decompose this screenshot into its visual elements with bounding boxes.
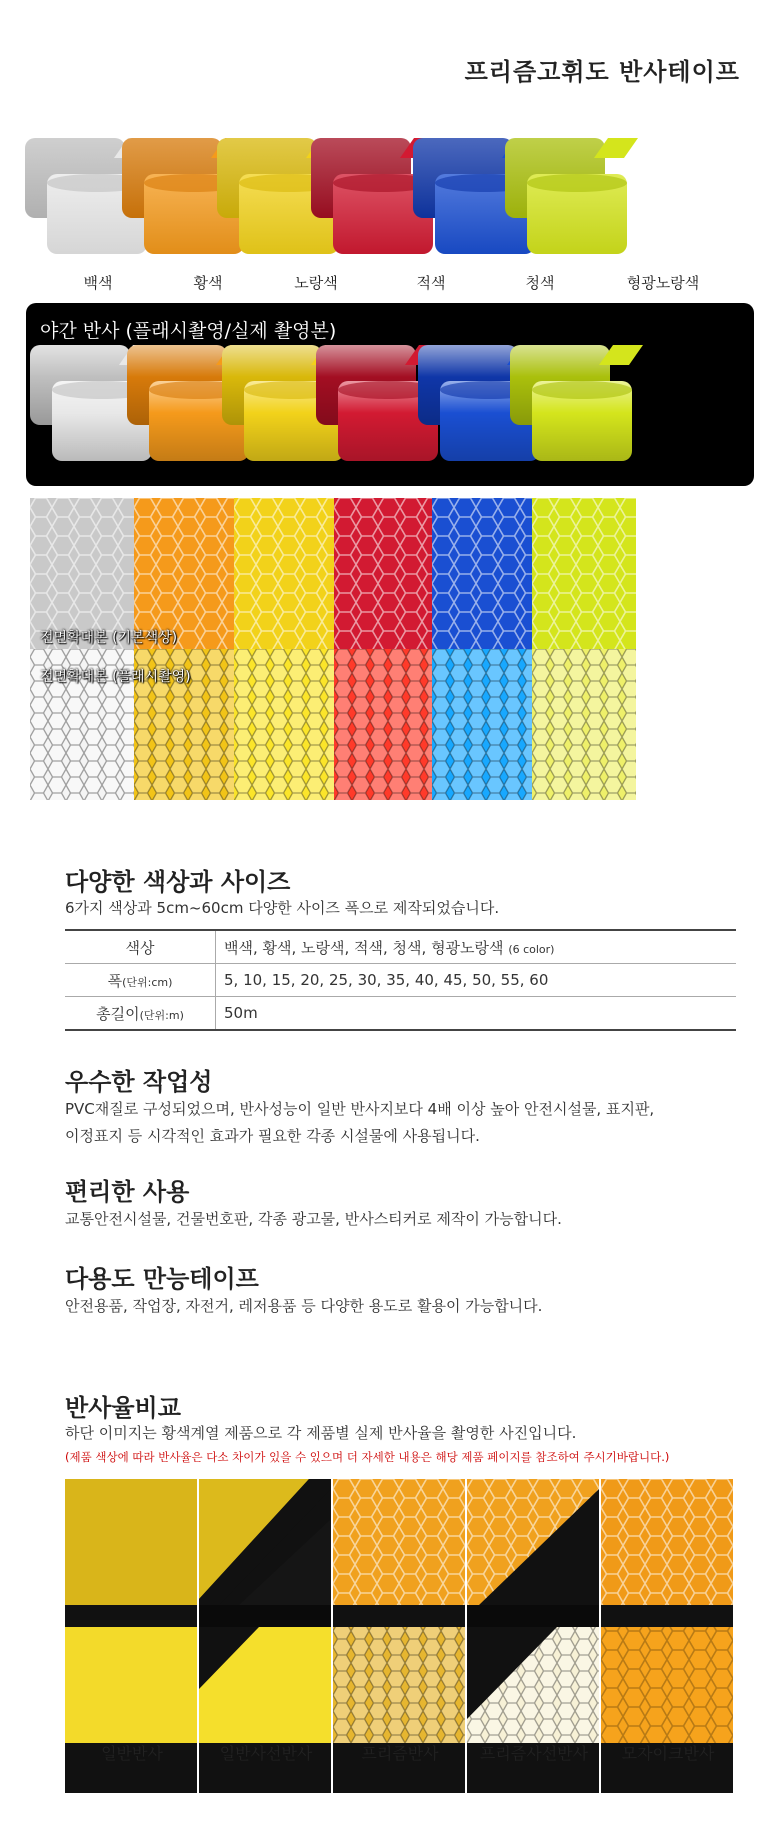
spec-key: 색상 bbox=[65, 930, 216, 964]
tape-rolls-night bbox=[30, 345, 750, 480]
closeup-label-flash: 전면확대본 (플래시촬영) bbox=[40, 669, 191, 685]
closeup-flash-yellow bbox=[234, 649, 334, 800]
comparison-note: (제품 색상에 따라 반사율은 다소 차이가 있을 수 있으며 더 자세한 내용은 해당 제품 페이지를 참조하여 주시기바랍니다.) bbox=[65, 1450, 670, 1464]
workability-heading: 우수한 작업성 bbox=[65, 1068, 213, 1096]
tape-rolls-daylight bbox=[25, 138, 755, 273]
closeup-basic-fluorescent bbox=[532, 498, 636, 649]
color-label-yellow: 노랑색 bbox=[294, 274, 338, 292]
workability-line-2: 이정표지 등 시각적인 효과가 필요한 각종 시설물에 사용됩니다. bbox=[65, 1127, 480, 1145]
color-label-red: 적색 bbox=[416, 274, 446, 292]
variety-description: 6가지 색상과 5cm~60cm 다양한 사이즈 폭으로 제작되었습니다. bbox=[65, 899, 500, 917]
convenience-description: 교통안전시설물, 건물번호판, 각종 광고물, 반사스티커로 제작이 가능합니다. bbox=[65, 1210, 562, 1228]
page-title: 프리즘고휘도 반사테이프 bbox=[464, 58, 740, 86]
color-label-fluorescent: 형광노랑색 bbox=[626, 274, 700, 292]
multipurpose-description: 안전용품, 작업장, 자전거, 레저용품 등 다양한 용도로 활용이 가능합니다. bbox=[65, 1297, 543, 1315]
comparison-label: 일반사선반사 bbox=[219, 1744, 313, 1763]
workability-line-1: PVC재질로 구성되었으며, 반사성능이 일반 반사지보다 4배 이상 높아 안전시설물, 표지판, bbox=[65, 1100, 655, 1118]
closeup-flash-fluorescent bbox=[532, 649, 636, 800]
comparison-label: 일반반사 bbox=[101, 1744, 163, 1763]
night-section-title: 야간 반사 (플래시촬영/실제 촬영본) bbox=[40, 320, 337, 342]
spec-row-length bbox=[65, 997, 736, 1031]
comparison-label: 프리즘사선반사 bbox=[479, 1744, 589, 1763]
spec-row-color bbox=[65, 930, 736, 964]
comparison-label: 프리즘반사 bbox=[361, 1744, 439, 1763]
comparison-label: 모자이크반사 bbox=[621, 1744, 715, 1763]
color-label-blue: 청색 bbox=[525, 274, 555, 292]
comparison-heading: 반사율비교 bbox=[65, 1394, 181, 1422]
multipurpose-heading: 다용도 만능테이프 bbox=[65, 1265, 259, 1293]
surface-closeups bbox=[30, 498, 750, 800]
spec-row-width bbox=[65, 964, 736, 997]
spec-key: 총길이(단위:m) bbox=[65, 997, 216, 1031]
convenience-heading: 편리한 사용 bbox=[65, 1178, 190, 1206]
closeup-flash-red bbox=[334, 649, 432, 800]
spec-value: 50m bbox=[216, 997, 737, 1031]
spec-value: 5, 10, 15, 20, 25, 30, 35, 40, 45, 50, 55, 60 bbox=[216, 964, 737, 997]
spec-key: 폭(단위:cm) bbox=[65, 964, 216, 997]
closeup-basic-red bbox=[334, 498, 432, 649]
comparison-description: 하단 이미지는 황색계열 제품으로 각 제품별 실제 반사율을 촬영한 사진입니다. bbox=[65, 1424, 577, 1442]
color-label-orange: 황색 bbox=[193, 274, 223, 292]
variety-heading: 다양한 색상과 사이즈 bbox=[65, 868, 291, 896]
closeup-flash-blue bbox=[432, 649, 532, 800]
closeup-basic-yellow bbox=[234, 498, 334, 649]
color-label-white: 백색 bbox=[83, 274, 113, 292]
spec-table bbox=[65, 929, 736, 1031]
spec-value: 백색, 황색, 노랑색, 적색, 청색, 형광노랑색 (6 color) bbox=[216, 930, 737, 964]
color-labels bbox=[38, 272, 758, 292]
closeup-label-basic: 전면확대본 (기본색상) bbox=[40, 630, 178, 646]
closeup-basic-blue bbox=[432, 498, 532, 649]
